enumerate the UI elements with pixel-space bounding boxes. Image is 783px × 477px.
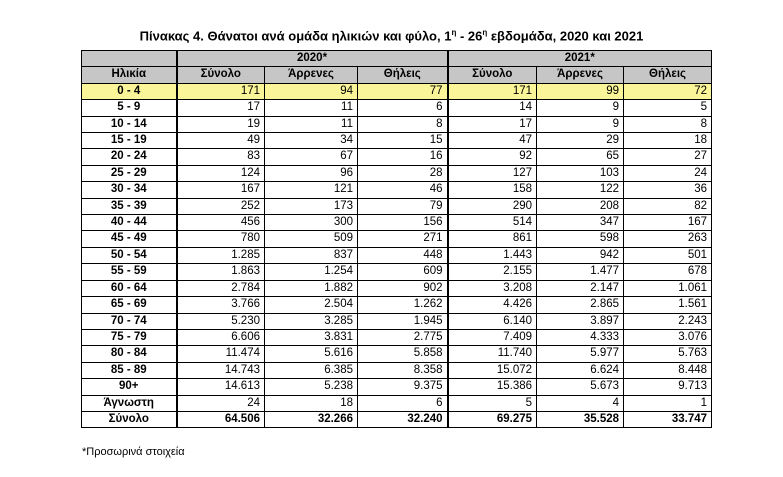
value-cell-f21: 678 bbox=[624, 264, 712, 280]
value-cell-f21: 2.243 bbox=[624, 313, 712, 329]
value-cell-f21: 5 bbox=[624, 100, 712, 116]
value-cell-m20: 121 bbox=[265, 182, 358, 198]
value-cell-f20: 1.945 bbox=[358, 313, 448, 329]
value-cell-m21: 598 bbox=[537, 231, 624, 247]
age-header: Ηλικία bbox=[82, 67, 177, 83]
value-cell-m20: 32.266 bbox=[265, 411, 358, 427]
value-cell-t20: 24 bbox=[177, 395, 265, 411]
value-cell-t21: 14 bbox=[448, 100, 537, 116]
value-cell-t20: 5.230 bbox=[177, 313, 265, 329]
value-cell-m20: 509 bbox=[265, 231, 358, 247]
age-group-cell: 35 - 39 bbox=[82, 198, 177, 214]
value-cell-f20: 15 bbox=[358, 133, 448, 149]
value-cell-t20: 1.863 bbox=[177, 264, 265, 280]
value-cell-t21: 3.208 bbox=[448, 280, 537, 296]
value-cell-t21: 290 bbox=[448, 198, 537, 214]
value-cell-m20: 18 bbox=[265, 395, 358, 411]
value-cell-m20: 96 bbox=[265, 165, 358, 181]
value-cell-m20: 5.238 bbox=[265, 379, 358, 395]
value-cell-m20: 837 bbox=[265, 247, 358, 263]
table-row bbox=[82, 231, 712, 247]
total-2020-header: Σύνολο bbox=[177, 67, 265, 83]
male-2021-header: Άρρενες bbox=[537, 67, 624, 83]
table-row bbox=[82, 346, 712, 362]
value-cell-t20: 17 bbox=[177, 100, 265, 116]
table-row bbox=[82, 133, 712, 149]
value-cell-f21: 501 bbox=[624, 247, 712, 263]
value-cell-m20: 34 bbox=[265, 133, 358, 149]
value-cell-m20: 300 bbox=[265, 215, 358, 231]
value-cell-m21: 5.977 bbox=[537, 346, 624, 362]
value-cell-t21: 127 bbox=[448, 165, 537, 181]
value-cell-m21: 29 bbox=[537, 133, 624, 149]
age-group-cell: 30 - 34 bbox=[82, 182, 177, 198]
year-header-row bbox=[82, 51, 712, 67]
table-row bbox=[82, 379, 712, 395]
value-cell-f21: 33.747 bbox=[624, 411, 712, 427]
column-header-row bbox=[82, 67, 712, 83]
value-cell-f21: 5.763 bbox=[624, 346, 712, 362]
table-row bbox=[82, 149, 712, 165]
value-cell-m21: 2.147 bbox=[537, 280, 624, 296]
title-sup-2: η bbox=[482, 28, 488, 37]
value-cell-t21: 861 bbox=[448, 231, 537, 247]
value-cell-m21: 1.477 bbox=[537, 264, 624, 280]
title-suffix: εβδομάδα, 2020 και 2021 bbox=[487, 28, 644, 44]
value-cell-f20: 28 bbox=[358, 165, 448, 181]
value-cell-t21: 69.275 bbox=[448, 411, 537, 427]
value-cell-t20: 167 bbox=[177, 182, 265, 198]
age-group-cell: 75 - 79 bbox=[82, 329, 177, 345]
value-cell-m21: 9 bbox=[537, 100, 624, 116]
age-group-cell: 0 - 4 bbox=[82, 83, 177, 99]
value-cell-m20: 5.616 bbox=[265, 346, 358, 362]
value-cell-f20: 9.375 bbox=[358, 379, 448, 395]
value-cell-m21: 9 bbox=[537, 116, 624, 132]
age-group-cell: 90+ bbox=[82, 379, 177, 395]
title-middle: - 26 bbox=[456, 28, 483, 44]
value-cell-t20: 252 bbox=[177, 198, 265, 214]
value-cell-t21: 1.443 bbox=[448, 247, 537, 263]
value-cell-f21: 263 bbox=[624, 231, 712, 247]
value-cell-m20: 173 bbox=[265, 198, 358, 214]
table-row bbox=[82, 247, 712, 263]
value-cell-t20: 6.606 bbox=[177, 329, 265, 345]
table-row bbox=[82, 313, 712, 329]
total-2021-header: Σύνολο bbox=[448, 67, 537, 83]
value-cell-t20: 3.766 bbox=[177, 297, 265, 313]
value-cell-m20: 3.285 bbox=[265, 313, 358, 329]
age-group-cell: 50 - 54 bbox=[82, 247, 177, 263]
table-row bbox=[82, 362, 712, 378]
value-cell-m21: 4.333 bbox=[537, 329, 624, 345]
age-group-cell: 5 - 9 bbox=[82, 100, 177, 116]
value-cell-f21: 24 bbox=[624, 165, 712, 181]
table-row bbox=[82, 395, 712, 411]
value-cell-t21: 11.740 bbox=[448, 346, 537, 362]
value-cell-f20: 46 bbox=[358, 182, 448, 198]
value-cell-f21: 1.061 bbox=[624, 280, 712, 296]
value-cell-t21: 15.386 bbox=[448, 379, 537, 395]
table-row bbox=[82, 182, 712, 198]
value-cell-t20: 780 bbox=[177, 231, 265, 247]
value-cell-f20: 77 bbox=[358, 83, 448, 99]
value-cell-m21: 208 bbox=[537, 198, 624, 214]
value-cell-f20: 156 bbox=[358, 215, 448, 231]
value-cell-t21: 5 bbox=[448, 395, 537, 411]
age-group-cell: Άγνωστη bbox=[82, 395, 177, 411]
value-cell-f20: 8.358 bbox=[358, 362, 448, 378]
age-group-cell: 20 - 24 bbox=[82, 149, 177, 165]
value-cell-m21: 35.528 bbox=[537, 411, 624, 427]
value-cell-f20: 32.240 bbox=[358, 411, 448, 427]
value-cell-m20: 6.385 bbox=[265, 362, 358, 378]
year-2020-header: 2020* bbox=[177, 51, 448, 67]
value-cell-t20: 14.613 bbox=[177, 379, 265, 395]
value-cell-f20: 16 bbox=[358, 149, 448, 165]
value-cell-t20: 49 bbox=[177, 133, 265, 149]
value-cell-f21: 18 bbox=[624, 133, 712, 149]
value-cell-m20: 94 bbox=[265, 83, 358, 99]
age-group-cell: 55 - 59 bbox=[82, 264, 177, 280]
value-cell-m20: 1.882 bbox=[265, 280, 358, 296]
age-group-cell: 65 - 69 bbox=[82, 297, 177, 313]
value-cell-t21: 158 bbox=[448, 182, 537, 198]
value-cell-m21: 122 bbox=[537, 182, 624, 198]
value-cell-m21: 99 bbox=[537, 83, 624, 99]
female-2021-header: Θήλεις bbox=[624, 67, 712, 83]
value-cell-f21: 8.448 bbox=[624, 362, 712, 378]
value-cell-f21: 1 bbox=[624, 395, 712, 411]
value-cell-f21: 8 bbox=[624, 116, 712, 132]
female-2020-header: Θήλεις bbox=[358, 67, 448, 83]
value-cell-f21: 167 bbox=[624, 215, 712, 231]
value-cell-f20: 609 bbox=[358, 264, 448, 280]
age-group-cell: 10 - 14 bbox=[82, 116, 177, 132]
value-cell-t21: 17 bbox=[448, 116, 537, 132]
table-title bbox=[0, 28, 783, 43]
value-cell-f20: 2.775 bbox=[358, 329, 448, 345]
value-cell-m20: 2.504 bbox=[265, 297, 358, 313]
male-2020-header: Άρρενες bbox=[265, 67, 358, 83]
value-cell-t20: 11.474 bbox=[177, 346, 265, 362]
table-row bbox=[82, 100, 712, 116]
value-cell-t20: 2.784 bbox=[177, 280, 265, 296]
value-cell-f20: 448 bbox=[358, 247, 448, 263]
table-row bbox=[82, 297, 712, 313]
value-cell-t21: 514 bbox=[448, 215, 537, 231]
title-sup-1: η bbox=[451, 28, 457, 37]
value-cell-t20: 14.743 bbox=[177, 362, 265, 378]
value-cell-f20: 271 bbox=[358, 231, 448, 247]
value-cell-t20: 1.285 bbox=[177, 247, 265, 263]
title-prefix: Πίνακας 4. Θάνατοι ανά ομάδα ηλικιών και φύλο, 1 bbox=[139, 28, 452, 44]
table-body bbox=[82, 83, 712, 428]
value-cell-t21: 92 bbox=[448, 149, 537, 165]
value-cell-f21: 27 bbox=[624, 149, 712, 165]
value-cell-f20: 1.262 bbox=[358, 297, 448, 313]
age-group-cell: 15 - 19 bbox=[82, 133, 177, 149]
value-cell-f21: 3.076 bbox=[624, 329, 712, 345]
table-row bbox=[82, 165, 712, 181]
year-2021-header: 2021* bbox=[448, 51, 712, 67]
value-cell-f20: 5.858 bbox=[358, 346, 448, 362]
value-cell-f20: 902 bbox=[358, 280, 448, 296]
age-group-cell: Σύνολο bbox=[82, 411, 177, 427]
value-cell-m21: 3.897 bbox=[537, 313, 624, 329]
age-group-cell: 60 - 64 bbox=[82, 280, 177, 296]
value-cell-t20: 64.506 bbox=[177, 411, 265, 427]
value-cell-t20: 124 bbox=[177, 165, 265, 181]
value-cell-m21: 2.865 bbox=[537, 297, 624, 313]
value-cell-m21: 4 bbox=[537, 395, 624, 411]
age-group-cell: 45 - 49 bbox=[82, 231, 177, 247]
value-cell-t21: 171 bbox=[448, 83, 537, 99]
value-cell-f21: 82 bbox=[624, 198, 712, 214]
value-cell-t21: 15.072 bbox=[448, 362, 537, 378]
value-cell-t21: 47 bbox=[448, 133, 537, 149]
value-cell-m21: 6.624 bbox=[537, 362, 624, 378]
value-cell-t20: 19 bbox=[177, 116, 265, 132]
value-cell-t21: 4.426 bbox=[448, 297, 537, 313]
value-cell-m21: 65 bbox=[537, 149, 624, 165]
table-row bbox=[82, 83, 712, 99]
table-row bbox=[82, 264, 712, 280]
value-cell-m20: 3.831 bbox=[265, 329, 358, 345]
footnote: *Προσωρινά στοιχεία bbox=[82, 446, 185, 458]
age-header-blank bbox=[82, 51, 177, 67]
age-group-cell: 85 - 89 bbox=[82, 362, 177, 378]
age-group-cell: 25 - 29 bbox=[82, 165, 177, 181]
table-row bbox=[82, 329, 712, 345]
value-cell-t20: 83 bbox=[177, 149, 265, 165]
table-row bbox=[82, 116, 712, 132]
value-cell-t20: 456 bbox=[177, 215, 265, 231]
value-cell-t20: 171 bbox=[177, 83, 265, 99]
value-cell-t21: 6.140 bbox=[448, 313, 537, 329]
value-cell-f20: 79 bbox=[358, 198, 448, 214]
deaths-table bbox=[81, 50, 712, 428]
age-group-cell: 80 - 84 bbox=[82, 346, 177, 362]
value-cell-m21: 347 bbox=[537, 215, 624, 231]
value-cell-m20: 1.254 bbox=[265, 264, 358, 280]
table-row bbox=[82, 198, 712, 214]
value-cell-m21: 942 bbox=[537, 247, 624, 263]
value-cell-t21: 7.409 bbox=[448, 329, 537, 345]
value-cell-f20: 6 bbox=[358, 100, 448, 116]
value-cell-f21: 9.713 bbox=[624, 379, 712, 395]
value-cell-m21: 5.673 bbox=[537, 379, 624, 395]
value-cell-m21: 103 bbox=[537, 165, 624, 181]
value-cell-f20: 8 bbox=[358, 116, 448, 132]
table-row bbox=[82, 280, 712, 296]
value-cell-t21: 2.155 bbox=[448, 264, 537, 280]
value-cell-f21: 36 bbox=[624, 182, 712, 198]
age-group-cell: 40 - 44 bbox=[82, 215, 177, 231]
value-cell-m20: 67 bbox=[265, 149, 358, 165]
value-cell-f20: 6 bbox=[358, 395, 448, 411]
value-cell-m20: 11 bbox=[265, 100, 358, 116]
value-cell-f21: 1.561 bbox=[624, 297, 712, 313]
age-group-cell: 70 - 74 bbox=[82, 313, 177, 329]
value-cell-f21: 72 bbox=[624, 83, 712, 99]
value-cell-m20: 11 bbox=[265, 116, 358, 132]
table-row bbox=[82, 215, 712, 231]
total-row bbox=[82, 411, 712, 427]
